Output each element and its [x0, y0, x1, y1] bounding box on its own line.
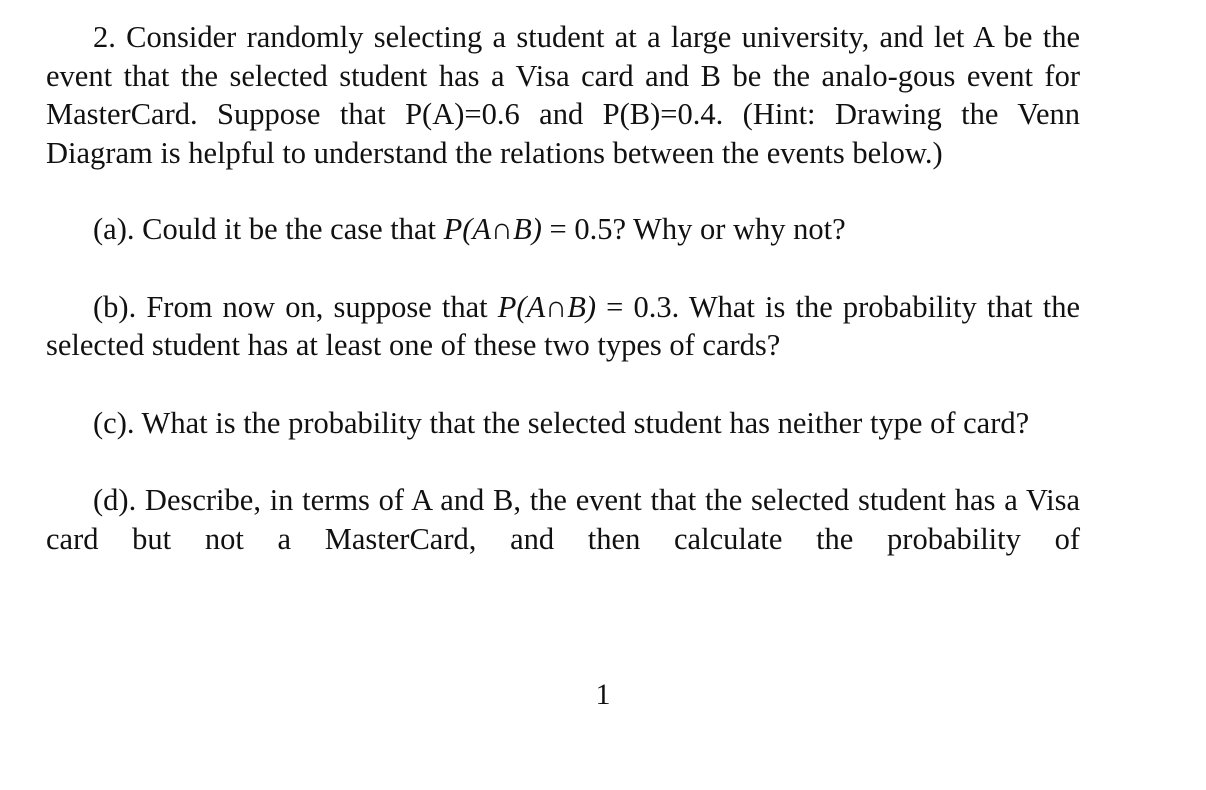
part-b-expression: P(A∩B) [497, 289, 597, 324]
page-number: 1 [595, 678, 611, 711]
part-a-text-before: (a). Could it be the case that [93, 212, 444, 246]
problem-intro: 2. Consider randomly selecting a student at a large university, and let A be the event that the selected student has a Visa card and B be the analo-gous event for MasterCard. Suppose that P(A)=0.6 and P(B)=0.4. (Hint: Drawing the Venn Diagram is helpful to understand the relations between the events below.) [46, 20, 1080, 170]
part-a-math [444, 212, 542, 246]
part-d: (d). Describe, in terms of A and B, the event that the selected student has a Visa card but not a MasterCard, and then calculate the probability of [46, 483, 1080, 556]
part-b-text-after: = 0.3. What is the probability that the selected student has at least one of these two types of cards? [46, 289, 1081, 362]
part-b [46, 288, 1080, 365]
part-b-math [498, 290, 596, 324]
part-c: (c). What is the probability that the selected student has neither type of card? [93, 405, 1030, 440]
part-a [46, 210, 1080, 249]
part-a-text-after: = 0.5? Why or why not? [541, 212, 846, 246]
problem-sheet [46, 18, 1080, 558]
part-b-text-before: (b). From now on, suppose that [93, 289, 498, 324]
part-a-expression: P(A∩B) [443, 212, 542, 246]
